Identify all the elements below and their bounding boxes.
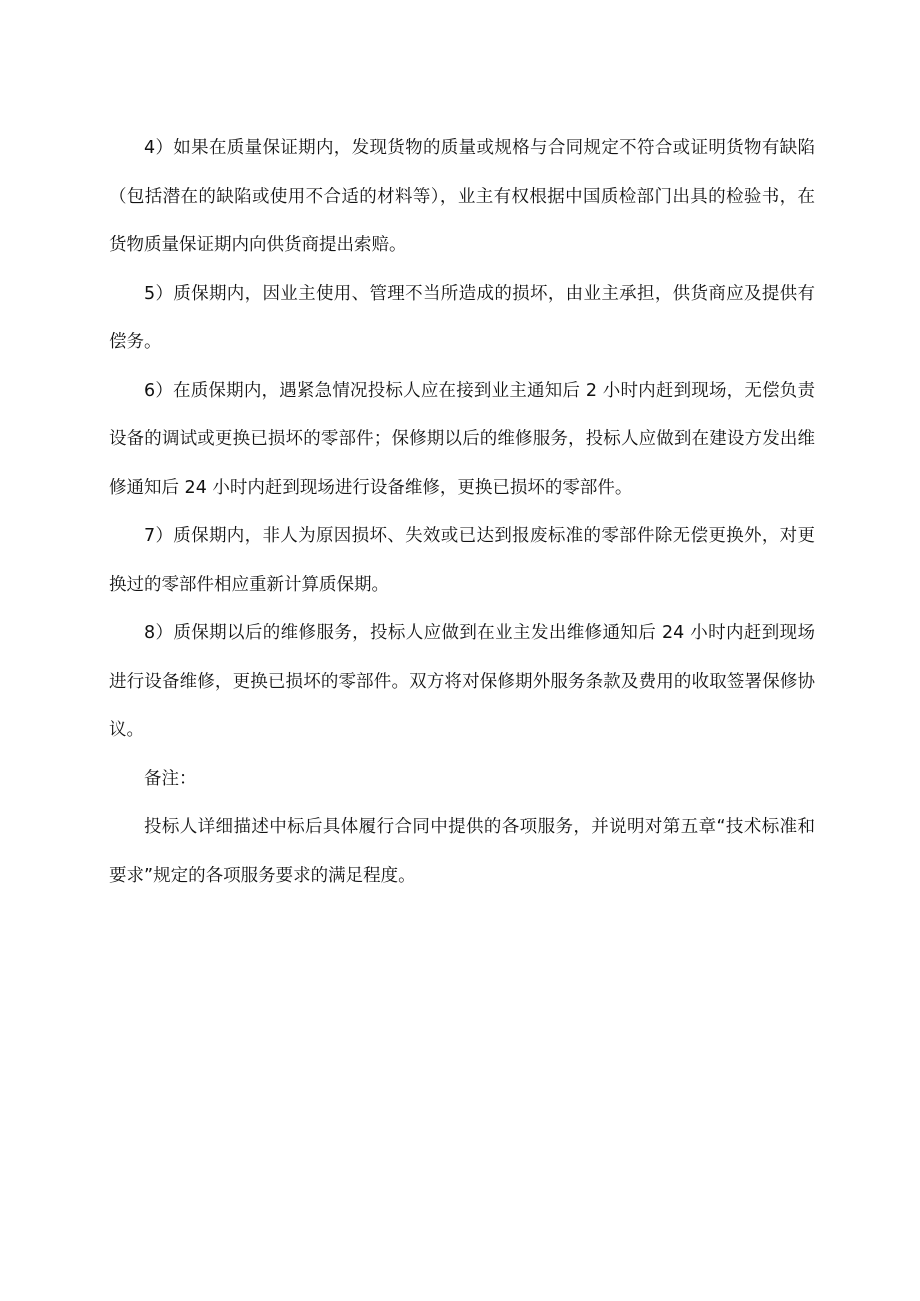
paragraph-part-replacement: 7）质保期内，非人为原因损坏、失效或已达到报废标准的零部件除无偿更换外，对更换过的零部件相应重新计算质保期。 <box>109 526 815 595</box>
document-body <box>109 124 815 900</box>
paragraph-remarks-body: 投标人详细描述中标后具体履行合同中提供的各项服务，并说明对第五章“技术标准和要求”规定的各项服务要求的满足程度。 <box>109 817 815 886</box>
paragraph-emergency-repair: 6）在质保期内，遇紧急情况投标人应在接到业主通知后 2 小时内赶到现场，无偿负责设备的调试或更换已损坏的零部件；保修期以后的维修服务，投标人应做到在建设方发出维修通知后 24 小时内赶到现场进行设备维修，更换已损坏的零部件。 <box>109 380 815 498</box>
paragraph-remarks-heading: 备注： <box>144 768 197 789</box>
paragraph-post-warranty-service: 8）质保期以后的维修服务，投标人应做到在业主发出维修通知后 24 小时内赶到现场进行设备维修，更换已损坏的零部件。双方将对保修期外服务条款及费用的收取签署保修协议。 <box>109 623 815 740</box>
paragraph-warranty-claims: 4）如果在质量保证期内，发现货物的质量或规格与合同规定不符合或证明货物有缺陷（包括潜在的缺陷或使用不合适的材料等），业主有权根据中国质检部门出具的检验书，在货物质量保证期内向供货商提出索赔。 <box>109 138 815 255</box>
paragraph-owner-damage: 5）质保期内，因业主使用、管理不当所造成的损坏，由业主承担，供货商应及提供有偿务。 <box>109 283 815 352</box>
